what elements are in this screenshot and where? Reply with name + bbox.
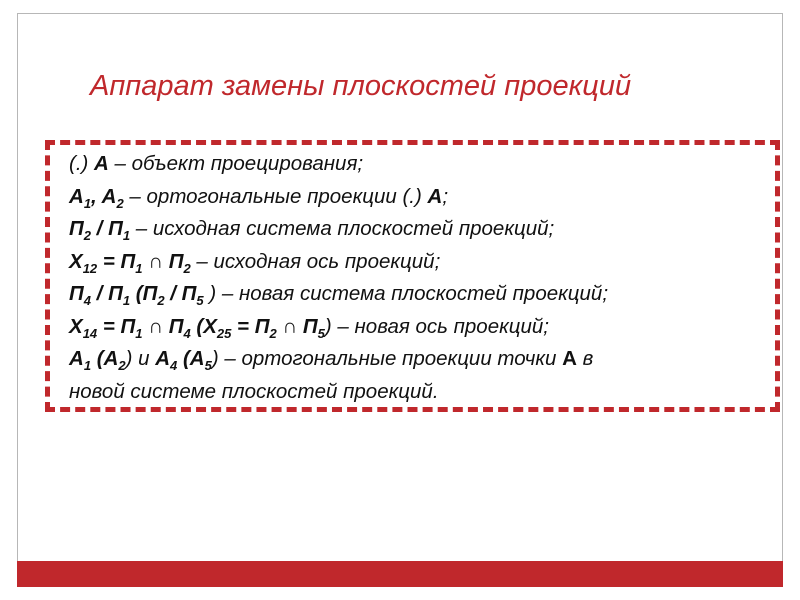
text-part: ) – новая система плоскостей проекций; <box>203 282 609 305</box>
text-part: – исходная ось проекций; <box>190 249 441 273</box>
text-part: ; <box>442 184 449 208</box>
text-part: , A <box>91 184 117 208</box>
text-part: П <box>69 217 84 240</box>
text-part: (X <box>190 314 217 338</box>
text-part: в <box>576 347 594 370</box>
text-part: 4 <box>170 358 178 373</box>
line-new-axis <box>69 311 779 344</box>
text-part: / П <box>90 282 123 305</box>
text-part: (П <box>130 282 158 305</box>
text-part: – ортогональные проекции (.) <box>123 184 428 208</box>
text-part: 2 <box>183 260 191 276</box>
text-part: 1 <box>122 228 131 243</box>
line-new-system <box>69 278 779 311</box>
line-orthogonal-projections <box>69 181 779 214</box>
text-part: ∩ П <box>142 249 184 273</box>
text-part: 2 <box>118 358 126 373</box>
dashed-border-left <box>45 140 50 412</box>
text-part: 14 <box>82 325 98 341</box>
dashed-border-top <box>45 140 780 145</box>
line-object <box>69 148 779 181</box>
text-part: ∩ П <box>276 314 318 338</box>
text-part: ) и <box>125 347 156 370</box>
text-part: 5 <box>204 358 212 373</box>
content-box <box>45 140 780 412</box>
text-part: 4 <box>83 293 91 308</box>
text-part: 1 <box>83 358 92 373</box>
text-part: 2 <box>116 195 124 211</box>
text-part: 1 <box>135 260 143 276</box>
text-part: (A <box>91 347 119 370</box>
line-point-projections <box>69 343 779 376</box>
text-part: 2 <box>83 228 91 243</box>
text-part: A <box>155 347 171 370</box>
text-part: ∩ П <box>142 314 184 338</box>
text-part: 1 <box>122 293 131 308</box>
text-part: (A <box>177 347 205 370</box>
text-part: П <box>69 282 84 305</box>
text-part: X <box>69 249 83 273</box>
text-part: A <box>427 184 443 208</box>
text-part: – объект проецирования; <box>108 152 364 175</box>
text-part: = П <box>97 314 136 338</box>
text-part: X <box>69 314 83 338</box>
line-initial-system <box>69 213 779 246</box>
text-part: 25 <box>216 325 232 341</box>
text-part: 4 <box>183 325 191 341</box>
text-part: A <box>562 347 577 370</box>
text-part: = П <box>97 249 136 273</box>
slide-title: Аппарат замены плоскостей проекций <box>90 70 632 102</box>
text-part: новой системе плоскостей проекций. <box>69 379 439 403</box>
text-part: (.) <box>69 152 95 175</box>
definitions-list <box>69 148 779 408</box>
line-new-system-continuation <box>69 376 779 409</box>
text-part: 12 <box>82 260 98 276</box>
text-part: A <box>94 152 109 175</box>
text-part: 1 <box>83 195 92 211</box>
text-part: ) – ортогональные проекции точки <box>211 347 563 370</box>
text-part: ) – новая ось проекций; <box>324 314 549 338</box>
text-part: – исходная система плоскостей проекций; <box>130 217 555 240</box>
text-part: / П <box>164 282 197 305</box>
text-part: 2 <box>269 325 277 341</box>
text-part: 1 <box>135 325 143 341</box>
text-part: 5 <box>317 325 325 341</box>
text-part: A <box>69 347 84 370</box>
text-part: A <box>69 184 84 208</box>
bottom-accent-bar <box>17 561 783 587</box>
text-part: 5 <box>196 293 204 308</box>
text-part: / П <box>90 217 123 240</box>
text-part: 2 <box>157 293 165 308</box>
line-initial-axis <box>69 246 779 279</box>
text-part: = П <box>231 314 270 338</box>
